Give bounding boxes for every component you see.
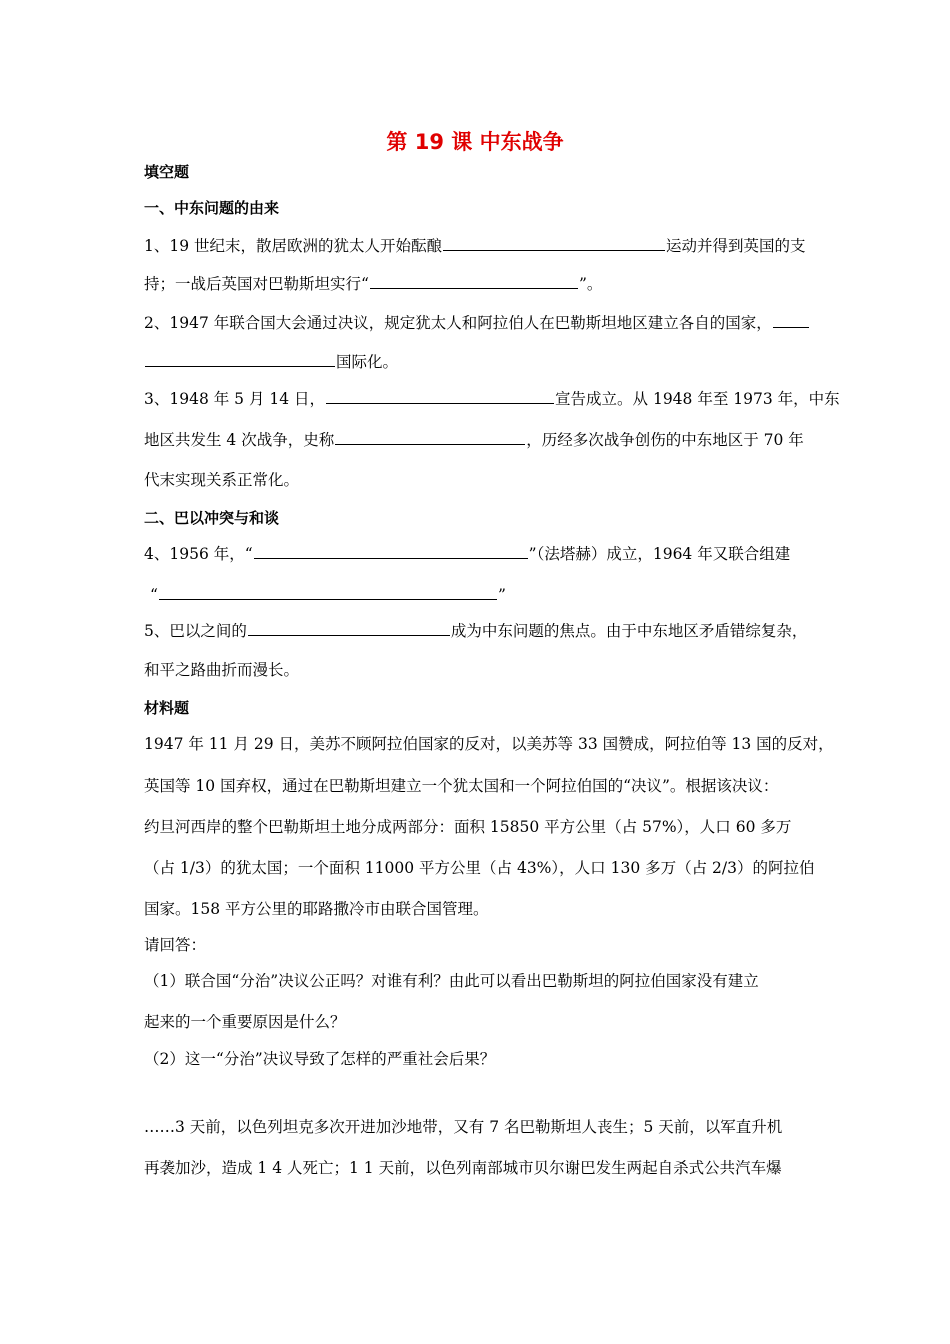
q2-text-a: 2、1947 年联合国大会通过决议，规定犹太人和阿拉伯人在巴勒斯坦地区建立各自的国家，	[144, 314, 772, 332]
q5-blank-1[interactable]	[248, 620, 450, 636]
q4-blank-2[interactable]	[159, 584, 497, 600]
q2-blank-1b[interactable]	[145, 351, 335, 367]
question-1-line1	[144, 235, 806, 256]
q4-text-d: ”	[497, 586, 506, 604]
material-line-5: 国家。158 平方公里的耶路撒冷市由联合国管理。	[144, 900, 489, 918]
question-2-material: （2）这一“分治”决议导致了怎样的严重社会后果？	[144, 1050, 496, 1068]
q4-text-a: 4、1956 年，“	[144, 545, 253, 563]
material-line-3: 约旦河西岸的整个巴勒斯坦土地分成两部分：面积 15850 平方公里（占 57%），人口 60 多万	[144, 818, 792, 836]
material-line-1: 1947 年 11 月 29 日，美苏不顾阿拉伯国家的反对，以美苏等 33 国赞成，阿拉伯等 13 国的反对，	[144, 735, 834, 753]
q1-text-a: 1、19 世纪末，散居欧洲的犹太人开始酝酿	[144, 237, 443, 255]
question-2-line2	[144, 351, 398, 372]
question-3-line2	[144, 429, 804, 450]
q5-text-b: 成为中东问题的焦点。由于中东地区矛盾错综复杂，	[450, 622, 808, 640]
q1-text-c: 持；一战后英国对巴勒斯坦实行“	[144, 275, 369, 293]
material-line-2: 英国等 10 国弃权，通过在巴勒斯坦建立一个犹太国和一个阿拉伯国的“决议”。根据该决议：	[144, 777, 779, 795]
news-line-2: 再袭加沙，造成 1 4 人死亡；1 1 天前，以色列南部城市贝尔谢巴发生两起自杀式公共汽车爆	[144, 1159, 782, 1177]
q4-text-c: “	[150, 586, 158, 604]
please-answer: 请回答：	[144, 936, 207, 954]
question-1-material-line2: 起来的一个重要原因是什么？	[144, 1013, 346, 1031]
q3-blank-1[interactable]	[326, 388, 554, 404]
question-3-line1	[144, 388, 840, 409]
q3-text-d: ，历经多次战争创伤的中东地区于 70 年	[526, 431, 804, 449]
q3-text-b: 宣告成立。从 1948 年至 1973 年，中东	[555, 390, 840, 408]
q3-blank-2[interactable]	[335, 429, 525, 445]
q2-blank-1a[interactable]	[773, 312, 809, 328]
q4-blank-1[interactable]	[254, 543, 528, 559]
question-5-line2: 和平之路曲折而漫长。	[144, 661, 300, 679]
q4-text-b: ”（法塔赫）成立，1964 年又联合组建	[528, 545, 791, 563]
q1-text-d: ”。	[578, 275, 603, 293]
news-line-1: ……3 天前，以色列坦克多次开进加沙地带，又有 7 名巴勒斯坦人丧生；5 天前，以军直升机	[144, 1118, 783, 1136]
q1-text-b: 运动并得到英国的支	[666, 237, 806, 255]
question-5-line1	[144, 620, 807, 641]
section-part1: 一、中东问题的由来	[144, 199, 280, 217]
question-3-line3: 代末实现关系正常化。	[144, 471, 300, 489]
question-1-line2	[144, 273, 602, 294]
q5-text-a: 5、巴以之间的	[144, 622, 247, 640]
page-title: 第 19 课 中东战争	[386, 130, 564, 154]
q3-text-c: 地区共发生 4 次战争，史称	[144, 431, 335, 449]
q1-blank-2[interactable]	[370, 273, 578, 289]
question-2-line1	[144, 312, 810, 333]
question-4-line2	[144, 584, 506, 605]
question-1-material-line1: （1）联合国“分治”决议公正吗？对谁有利？由此可以看出巴勒斯坦的阿拉伯国家没有建立	[144, 972, 759, 990]
material-line-4: （占 1/3）的犹太国；一个面积 11000 平方公里（占 43%），人口 130 多万（占 2/3）的阿拉伯	[144, 859, 815, 877]
q3-text-a: 3、1948 年 5 月 14 日，	[144, 390, 326, 408]
q2-text-b: 国际化。	[336, 353, 399, 371]
q1-blank-1[interactable]	[443, 235, 665, 251]
question-4-line1	[144, 543, 790, 564]
section-part2: 二、巴以冲突与和谈	[144, 509, 280, 527]
section-material: 材料题	[144, 699, 190, 717]
section-fill-blank: 填空题	[144, 163, 190, 181]
